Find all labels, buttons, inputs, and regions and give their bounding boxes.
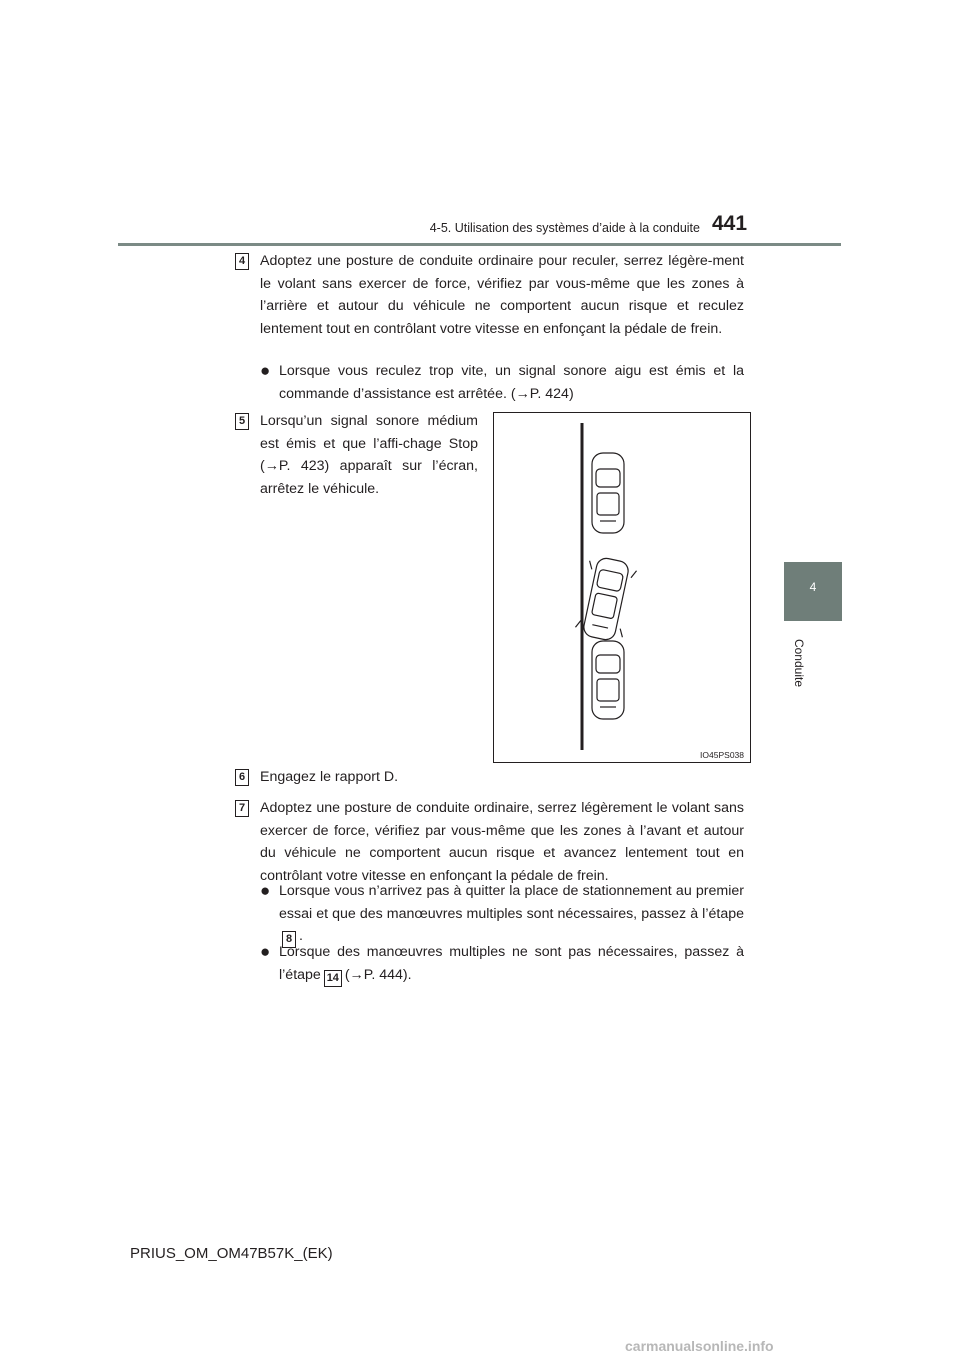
step-badge-6: 6 <box>235 769 249 786</box>
step-badge-7: 7 <box>235 800 249 817</box>
step-badge-5: 5 <box>235 413 249 430</box>
parking-illustration <box>493 412 751 763</box>
step-7-bullet-2 <box>260 941 744 987</box>
bullet-icon: ● <box>260 361 271 380</box>
chapter-number: 4 <box>809 580 817 594</box>
bullet-1-end: . <box>299 928 303 944</box>
chapter-tab[interactable] <box>784 562 842 621</box>
header-rule <box>118 243 841 246</box>
step-6-text: Engagez le rapport D. <box>260 769 399 785</box>
step-4-bullet-text: Lorsque vous reculez trop vite, un signal sonore aigu est émis et la commande d’assistance est arrêtée. (→P. 424) <box>279 363 744 402</box>
parked-car-rear <box>592 641 624 719</box>
chapter-label: Conduite <box>792 638 806 688</box>
step-ref-badge-8[interactable]: 8 <box>282 931 296 948</box>
page-number: 441 <box>712 212 748 235</box>
maneuvering-car <box>574 555 638 643</box>
step-7-bullet-1 <box>260 880 744 948</box>
parking-diagram <box>494 413 750 762</box>
bullet-2-end: (→P. 444). <box>344 966 412 983</box>
step-5-text: Lorsqu’un signal sonore médium est émis et que l’affi-chage Stop (→P. 423) apparaît sur l’écran, arrêtez le véhicule. <box>260 413 478 497</box>
bullet-icon: ● <box>260 881 271 900</box>
step-4-bullet <box>260 360 744 405</box>
step-7-text: Adoptez une posture de conduite ordinaire, serrez légèrement le volant sans exercer de force, vérifiez par vous-même que les zones à l’avant et autour du véhicule ne comportent aucun risque et avancez lentement tout en contrôlant votre vitesse en enfonçant la pédale de frein. <box>260 800 744 884</box>
document-code: PRIUS_OM_OM47B57K_(EK) <box>130 1245 333 1262</box>
step-ref-badge-14[interactable]: 14 <box>324 970 342 987</box>
figure-code: IO45PS038 <box>700 750 744 760</box>
section-title: 4-5. Utilisation des systèmes d’aide à la conduite <box>429 221 700 235</box>
bullet-icon: ● <box>260 942 271 961</box>
watermark: carmanualsonline.info <box>625 1338 774 1354</box>
bullet-2-text: Lorsque des manœuvres multiples ne sont pas nécessaires, passez à l’étape <box>279 944 744 983</box>
bullet-1-text: Lorsque vous n’arrivez pas à quitter la place de stationnement au premier essai et que des manœuvres multiples sont nécessaires, passez à l’étape <box>279 883 744 922</box>
step-4-text: Adoptez une posture de conduite ordinaire pour reculer, serrez légère-ment le volant sans exercer de force, vérifiez par vous-même que les zones à l’arrière et autour du véhicule ne comportent aucun risque et reculez lentement tout en contrôlant votre vitesse en enfonçant la pédale de frein. <box>260 253 744 337</box>
step-badge-4: 4 <box>235 253 249 270</box>
parked-car-front <box>592 453 624 533</box>
